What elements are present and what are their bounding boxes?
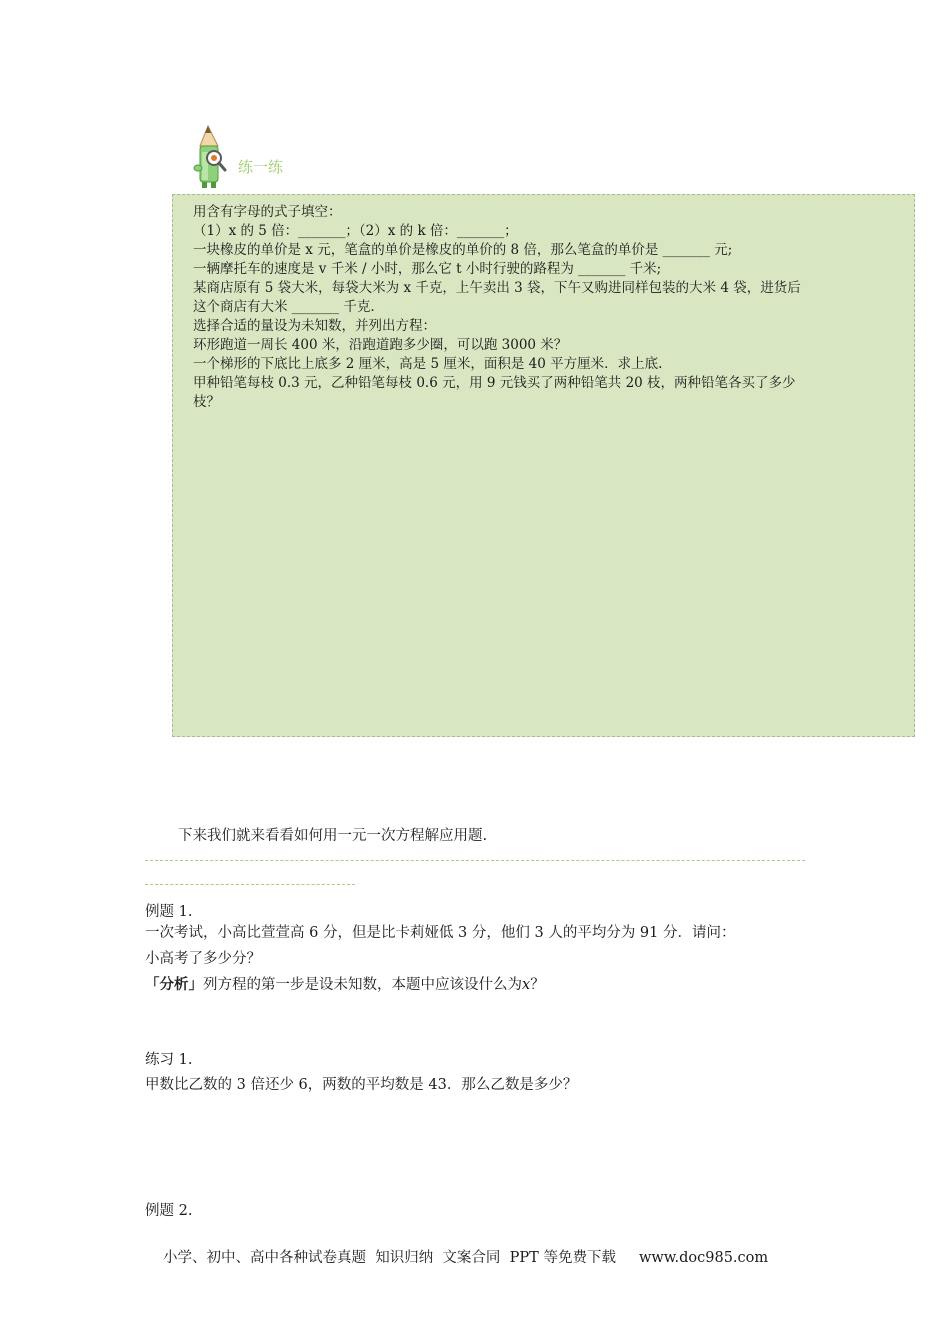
analysis-end: ？: [530, 977, 545, 993]
exercise1-text: 甲数比乙数的 3 倍还少 6，两数的平均数是 43．那么乙数是多少？: [145, 1077, 578, 1093]
practice-title: 练一练: [238, 158, 284, 176]
practice-content: [193, 203, 906, 412]
example1-line: 一次考试，小高比萱萱高 6 分，但是比卡莉娅低 3 分，他们 3 人的平均分为 91 分．请问：: [145, 925, 736, 941]
practice-line: （1）x 的 5 倍：_______；（2）x 的 k 倍：_______；: [193, 223, 518, 239]
footer-text: 小学、初中、高中各种试卷真题 知识归纳 文案合同 PPT 等免费下载 www.doc985.com: [163, 1250, 769, 1266]
practice-box: [172, 194, 915, 737]
example1-line: 小高考了多少分？: [145, 951, 261, 967]
intro-text: 下来我们就来看看如何用一元一次方程解应用题.: [178, 828, 488, 844]
exercise1-label: 练习 1.: [145, 1052, 193, 1068]
practice-line: 环形跑道一周长 400 米，沿跑道跑多少圈，可以跑 3000 米？: [193, 337, 568, 353]
practice-line: 用含有字母的式子填空：: [193, 204, 342, 220]
example1-label: 例题 1.: [145, 904, 193, 920]
practice-line: 某商店原有 5 袋大米，每袋大米为 x 千克，上午卖出 3 袋，下午又购进同样包装的大米 4 袋，进货后: [193, 280, 801, 296]
practice-line: 这个商店有大米 _______ 千克.: [193, 299, 375, 315]
practice-line: 选择合适的量设为未知数，并列出方程：: [193, 318, 436, 334]
practice-line: 一个梯形的下底比上底多 2 厘米，高是 5 厘米，面积是 40 平方厘米．求上底.: [193, 356, 663, 372]
pencil-mascot-icon: [190, 124, 238, 190]
example1-analysis: [145, 972, 865, 998]
practice-line: 枝？: [193, 394, 220, 410]
practice-line: 一辆摩托车的速度是 v 千米 / 小时，那么它 t 小时行驶的路程为 _______ 千米;: [193, 261, 662, 277]
analysis-text: 列方程的第一步是设未知数，本题中应该设什么为: [203, 977, 522, 993]
dashed-divider: [145, 860, 805, 861]
dashed-divider: [145, 884, 355, 885]
example2-label: 例题 2.: [145, 1203, 193, 1219]
analysis-variable: x: [522, 977, 531, 993]
example1-question: [145, 920, 865, 998]
practice-line: 一块橡皮的单价是 x 元，笔盒的单价是橡皮的单价的 8 倍，那么笔盒的单价是 _______ 元;: [193, 242, 733, 258]
analysis-tag: 「分析」: [145, 976, 203, 993]
practice-line: 甲种铅笔每枝 0.3 元，乙种铅笔每枝 0.6 元，用 9 元钱买了两种铅笔共 20 枝，两种铅笔各买了多少: [193, 375, 796, 391]
